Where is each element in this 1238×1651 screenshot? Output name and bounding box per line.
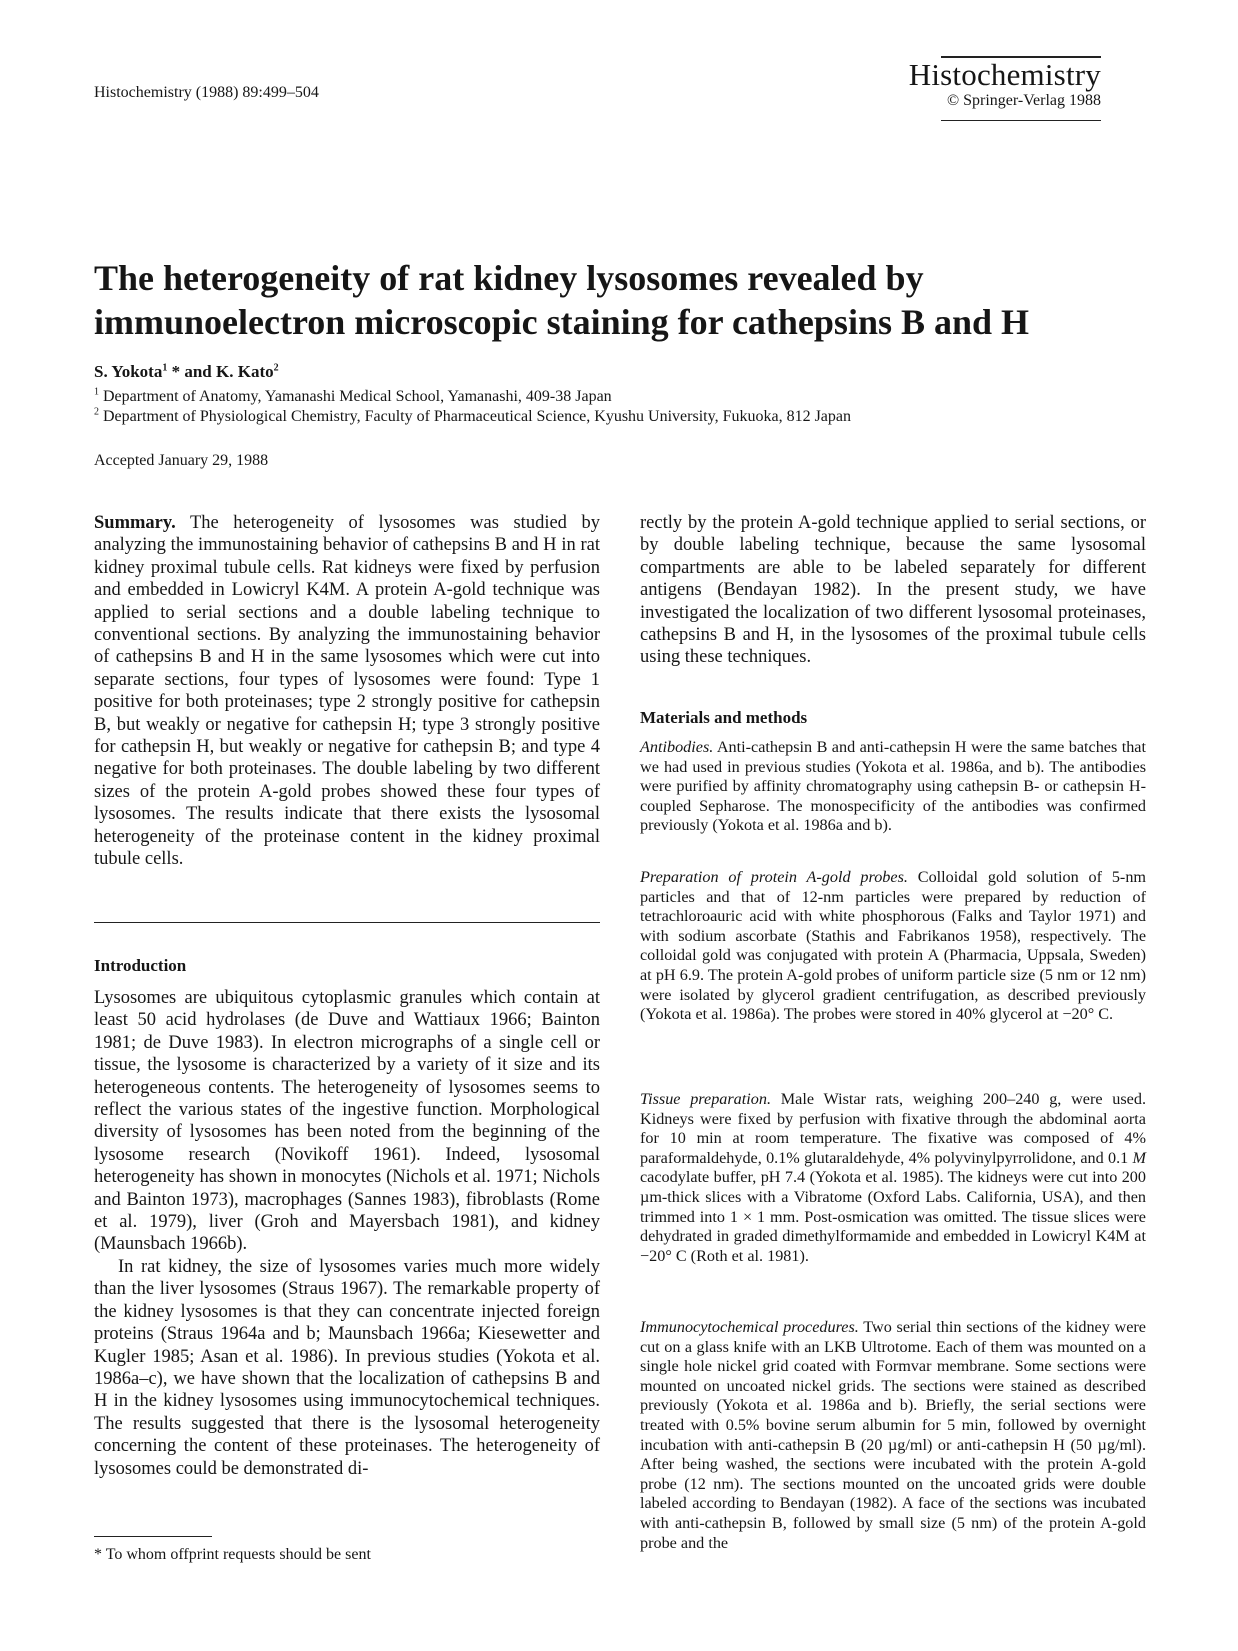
summary-text: The heterogeneity of lysosomes was studied by analyzing the immunostaining behavior of cathepsins B and H in rat kidney proximal tubule cells. Rat kidneys were fixed by perfusion and embedded in Lowicryl K4M. A protein A-gold technique was applied to serial sections and a double labeling technique to conventional sections. By analyzing the immunostaining behavior of cathepsins B and H in the same lysosomes which were cut into separate sections, four types of lysosomes were found: Type 1 positive for both proteinases; type 2 strongly positive for cathepsin B, but weakly or negative for cathepsin H; type 3 strongly positive for cathepsin H, but weakly or negative for cathepsin B; and type 4 negative for both proteinases. The double labeling by two different sizes of the protein A-gold probes showed these four types of lysosomes. The results indicate that there exists the lysosomal heterogeneity of the proteinase content in the kidney proximal tubule cells. bbox=[94, 513, 600, 870]
author-line bbox=[94, 362, 279, 382]
introduction-continued bbox=[640, 512, 1146, 669]
summary-heading: Summary. bbox=[94, 513, 176, 533]
summary-block bbox=[94, 512, 600, 871]
affiliation-2-text: Department of Physiological Chemistry, Faculty of Pharmaceutical Science, Kyushu University, Fukuoka, 812 Japan bbox=[103, 408, 851, 425]
methods-antibodies bbox=[640, 738, 1146, 836]
antibodies-label: Antibodies. bbox=[640, 738, 714, 756]
probes-label: Preparation of protein A-gold probes. bbox=[640, 868, 908, 886]
immuno-label: Immunocytochemical procedures. bbox=[640, 1318, 859, 1336]
author-2: and K. Kato bbox=[180, 362, 274, 381]
introduction-paragraph-3: rectly by the protein A-gold technique applied to serial sections, or by double labeling technique, because the same lysosomal compartments are able to be labeled separately for different antigens (Bendayan 1982). In the present study, we have investigated the localization of two different lysosomal proteinases, cathepsins B and H, in the lysosomes of the proximal tubule cells using these techniques. bbox=[640, 513, 1146, 668]
author-1-affil-mark: 1 bbox=[162, 362, 168, 374]
immuno-text: Two serial thin sections of the kidney were cut on a glass knife with an LKB Ultrotome. Each of them was mounted on a single hole nickel grid coated with Formvar membrane. Some sections were mounted on uncoated nickel grids. The sections were stained as described previously (Yokota et al. 1986a and b). Briefly, the serial sections were treated with 0.5% bovine serum albumin for 5 min, followed by overnight incubation with anti-cathepsin B (20 µg/ml) or anti-cathepsin H (50 µg/ml). After being washed, the sections were incubated with the protein A-gold probe (12 nm). The sections mounted on the uncoated grids were double labeled according to Bendayan (1982). A face of the sections was incubated with anti-cathepsin B, followed by small size (5 nm) of the protein A-gold probe and the bbox=[640, 1318, 1146, 1552]
journal-bottom-rule bbox=[941, 120, 1101, 121]
corresponding-mark: * bbox=[167, 362, 181, 381]
tissue-label: Tissue preparation. bbox=[640, 1090, 772, 1108]
introduction-paragraph-2: In rat kidney, the size of lysosomes varies much more widely than the liver lysosomes (Straus 1967). The remarkable property of the kidney lysosomes is that they can concentrate injected foreign proteins (Straus 1964a and b; Maunsbach 1966a; Kiesewetter and Kugler 1985; Asan et al. 1986). In previous studies (Yokota et al. 1986a–c), we have shown that the localization of cathepsins B and H in the kidney lysosomes using immunocytochemical techniques. The results suggested that there is the lysosomal heterogeneity concerning the content of these proteinases. The heterogeneity of lysosomes could be demonstrated di- bbox=[94, 1256, 600, 1479]
author-1: S. Yokota bbox=[94, 362, 163, 381]
summary-divider bbox=[94, 922, 600, 923]
publisher-line: © Springer-Verlag 1988 bbox=[946, 92, 1101, 109]
accepted-date: Accepted January 29, 1988 bbox=[94, 452, 269, 469]
affiliation-1-num: 1 bbox=[94, 386, 99, 398]
running-citation: Histochemistry (1988) 89:499–504 bbox=[94, 84, 319, 101]
tissue-text-b: cacodylate buffer, pH 7.4 (Yokota et al. 1985). The kidneys were cut into 200 µm-thick slices with a Vibratome (Oxford Labs. California, USA), and then trimmed into 1 × 1 mm. Post-osmication was omitted. The tissue slices were dehydrated in graded dimethylformamide and embedded in Lowicryl K4M at −20° C (Roth et al. 1981). bbox=[640, 1168, 1146, 1265]
journal-masthead bbox=[909, 58, 1101, 110]
journal-name: Histochemistry bbox=[908, 57, 1101, 92]
footnote: * To whom offprint requests should be sent bbox=[94, 1546, 371, 1563]
affiliation-1-text: Department of Anatomy, Yamanashi Medical School, Yamanashi, 409-38 Japan bbox=[103, 388, 612, 405]
tissue-text-a: Male Wistar rats, weighing 200–240 g, were used. Kidneys were fixed by perfusion with fixative through the abdominal aorta for 10 min at room temperature. The fixative was composed of 4% paraformaldehyde, 0.1% glutaraldehyde, 4% polyvinylpyrrolidone, and 0.1 bbox=[640, 1090, 1146, 1167]
article-title: The heterogeneity of rat kidney lysosomes revealed by immunoelectron microscopic staining for cathepsins B and H bbox=[94, 258, 1030, 342]
methods-probes bbox=[640, 868, 1146, 1025]
antibodies-text: Anti-cathepsin B and anti-cathepsin H were the same batches that we had used in previous studies (Yokota et al. 1986a, and b). The antibodies were purified by affinity chromatography using cathepsin B- or cathepsin H-coupled Sepharose. The monospecificity of the antibodies was confirmed previously (Yokota et al. 1986a and b). bbox=[640, 738, 1146, 835]
methods-tissue bbox=[640, 1090, 1146, 1266]
introduction-paragraph-1: Lysosomes are ubiquitous cytoplasmic granules which contain at least 50 acid hydrolases (de Duve and Wattiaux 1966; Bainton 1981; de Duve 1983). In electron micrographs of a single cell or tissue, the lysosome is characterized by a variety of it size and its heterogeneous contents. The heterogeneity of lysosomes seems to reflect the various states of the ingestive function. Morphological diversity of lysosomes has been noted from the beginning of the lysosome research (Novikoff 1961). Indeed, lysosomal heterogeneity has shown in monocytes (Nichols et al. 1971; Nichols and Bainton 1973), macrophages (Sannes 1983), fibroblasts (Rome et al. 1979), liver (Groh and Mayersbach 1981), and kidney (Maunsbach 1966b). bbox=[94, 988, 600, 1255]
molar-unit: M bbox=[1132, 1148, 1146, 1167]
methods-immuno bbox=[640, 1318, 1146, 1553]
probes-text: Colloidal gold solution of 5-nm particles and that of 12-nm particles were prepared by reduction of tetrachloroauric acid with white phosphorous (Falks and Taylor 1971) and with sodium ascorbate (Stathis and Fabrikanos 1958), respectively. The colloidal gold was conjugated with protein A (Pharmacia, Uppsala, Sweden) at pH 6.9. The protein A-gold probes of uniform particle size (5 nm or 12 nm) were isolated by glycerol gradient centrifugation, as described previously (Yokota et al. 1986a). The probes were stored in 40% glycerol at −20° C. bbox=[640, 868, 1147, 1024]
introduction-heading: Introduction bbox=[94, 956, 187, 975]
author-2-affil-mark: 2 bbox=[273, 362, 279, 374]
affiliation-2-num: 2 bbox=[94, 406, 99, 418]
affiliation-2 bbox=[94, 408, 851, 426]
footnote-rule bbox=[94, 1536, 212, 1537]
introduction-block bbox=[94, 956, 600, 1480]
methods-heading-block bbox=[640, 708, 1146, 728]
methods-heading: Materials and methods bbox=[640, 708, 808, 727]
affiliation-1 bbox=[94, 388, 612, 406]
